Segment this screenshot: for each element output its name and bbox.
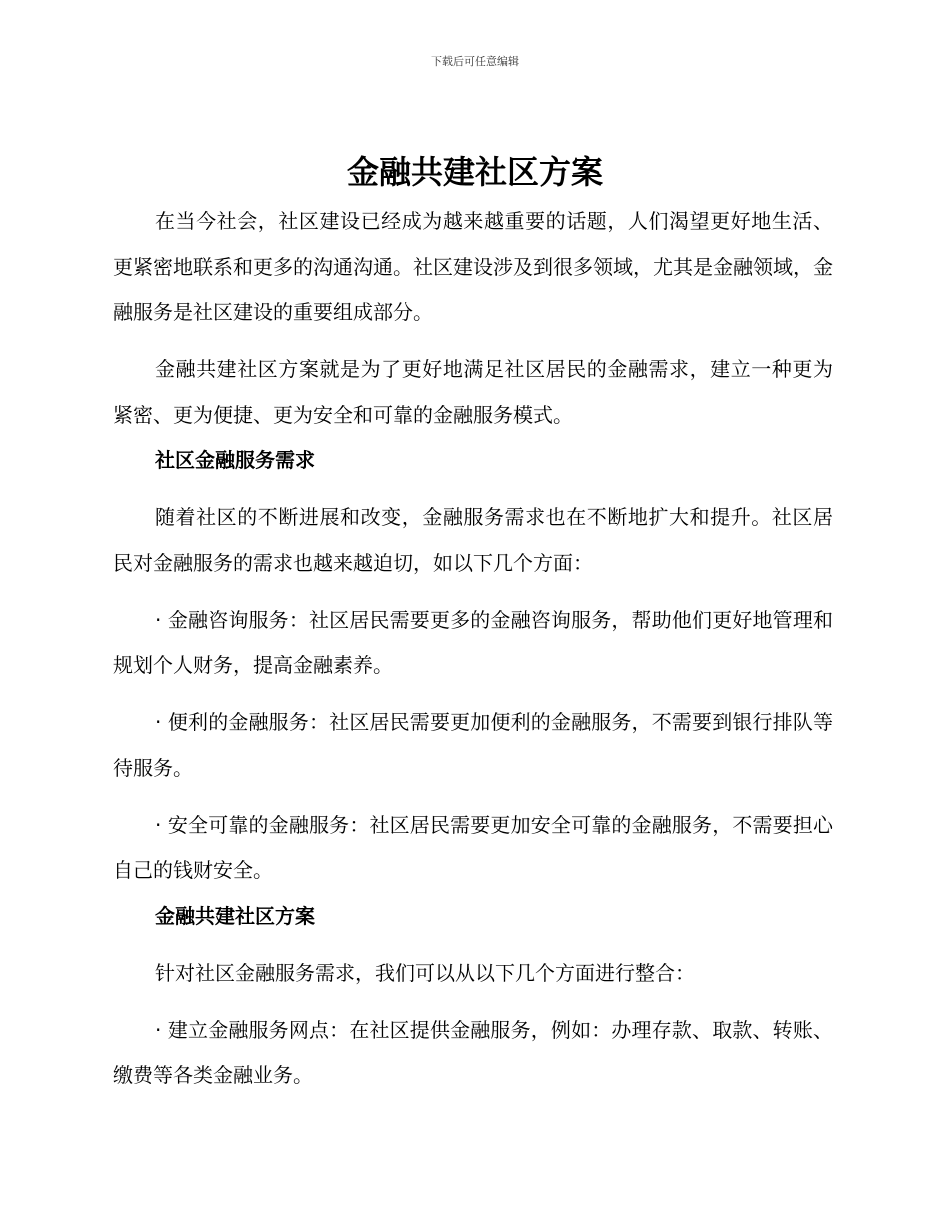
plan-bullet-service-outlets: · 建立金融服务网点：在社区提供金融服务，例如：办理存款、取款、转账、缴费等各类金融业务。 [113,1017,833,1087]
plan-intro-paragraph: 针对社区金融服务需求，我们可以从以下几个方面进行整合： [155,960,695,985]
needs-intro-paragraph: 随着社区的不断进展和改变，金融服务需求也在不断地扩大和提升。社区居民对金融服务的需求也越来越迫切，如以下几个方面： [113,505,833,575]
page-header-note: 下载后可任意编辑 [431,55,519,68]
section-heading-plan: 金融共建社区方案 [155,903,315,928]
needs-bullet-consulting: · 金融咨询服务：社区居民需要更多的金融咨询服务，帮助他们更好地管理和规划个人财务，提高金融素养。 [113,607,833,677]
needs-bullet-convenience: · 便利的金融服务：社区居民需要更加便利的金融服务，不需要到银行排队等待服务。 [113,710,833,780]
needs-bullet-security: · 安全可靠的金融服务：社区居民需要更加安全可靠的金融服务，不需要担心自己的钱财安全。 [113,812,833,882]
section-heading-needs: 社区金融服务需求 [155,448,315,472]
document-body [113,199,833,1099]
intro-paragraph-1: 在当今社会，社区建设已经成为越来越重要的话题，人们渴望更好地生活、更紧密地联系和更多的沟通沟通。社区建设涉及到很多领域，尤其是金融领域，金融服务是社区建设的重要组成部分。 [113,209,833,324]
intro-paragraph-2: 金融共建社区方案就是为了更好地满足社区居民的金融需求，建立一种更为紧密、更为便捷、更为安全和可靠的金融服务模式。 [113,357,833,427]
document-title: 金融共建社区方案 [346,153,603,191]
